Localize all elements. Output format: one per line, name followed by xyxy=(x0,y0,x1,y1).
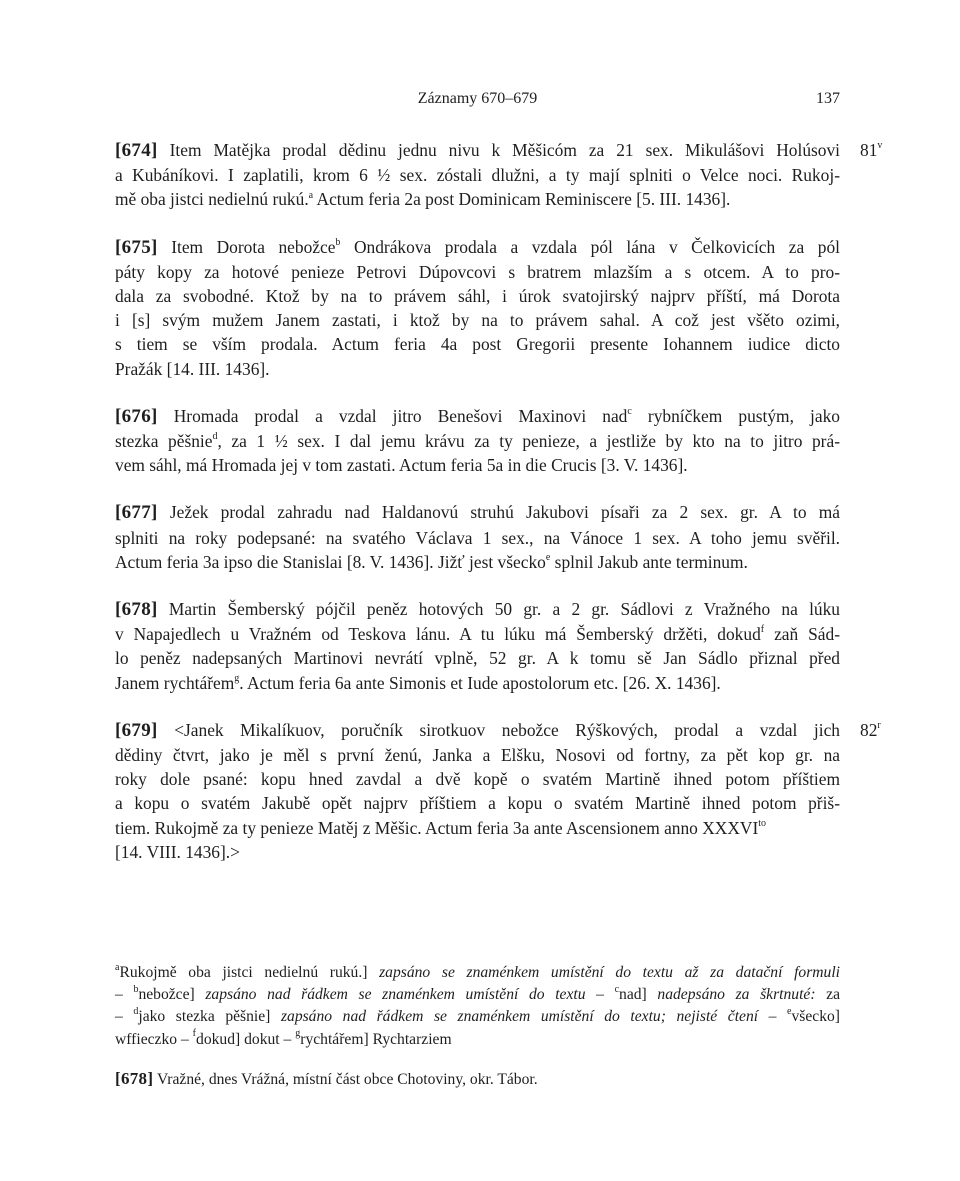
note-mark: c xyxy=(627,406,632,418)
note-text: Vražné, dnes Vrážná, místní část obce Chotoviny, okr. Tábor. xyxy=(156,1071,538,1088)
entry-line: lo peněz nadepsaných Martinovi nevrátí vplně, 52 gr. A k tomu sě Jan Sádlo přiznal před xyxy=(115,648,840,669)
historical-note xyxy=(115,1068,840,1091)
entry-number: [676] xyxy=(115,405,158,427)
note-line: – $^d$jako stezka pěšnie] zapsáno nad řádkem se znaménkem umístění do textu; nejisté čtení – $^e$všecko] xyxy=(115,1006,840,1026)
entry-line: [677] Ježek prodal zahradu nad Haldanovú struhú Jakubovi písaři za 2 sex. gr. A to má xyxy=(115,502,840,524)
entry-line: [675] Item Dorota nebožce$^b$ Ondrákova prodala a vzdala pól lána v Čelkovicích za pól xyxy=(115,236,840,258)
note-line: $^a$Rukojmě oba jistci nedielnú rukú.] zapsáno se znaménkem umístění do textu až za datační formuli xyxy=(115,961,840,981)
entry-line: a kopu o svatém Jakubě opět najprv příštiem a kopu o svatém Martině ihned potom přiš- xyxy=(115,793,840,814)
entry-line: vem sáhl, má Hromada jej v tom zastati. Actum feria 5a in die Crucis [3. V. 1436]. xyxy=(115,455,688,476)
entry-number: [679] xyxy=(115,719,158,741)
entry-line: dědiny čtvrt, jako je měl s první ženú, Janka a Elšku, Nosovi od fortny, za pět kop gr. na xyxy=(115,745,840,766)
note-mark: e xyxy=(545,552,551,564)
entry-line: v Napajedlech u Vražném od Teskova lánu. A tu lúku má Šemberský držěti, dokud$^f$ zaň Sád- xyxy=(115,624,840,645)
entry-line: dala za svobodné. Ktož by na to právem sáhl, i úrok svatojirský najprv příští, má Dorota xyxy=(115,286,840,307)
entry-line: [14. VIII. 1436].> xyxy=(115,841,240,862)
entry-number: [675] xyxy=(115,236,158,258)
note-mark: f xyxy=(760,624,765,636)
entry-line: [678] Martin Šemberský pójčil peněz hotových 50 gr. a 2 gr. Sádlovi z Vražného na lúku xyxy=(115,599,840,621)
entry-675 xyxy=(115,235,840,381)
entry-line: [674] Item Matějka prodal dědinu jednu nivu k Měšicóm za 21 sex. Mikulášovi Holúsovi xyxy=(115,140,840,161)
entry-line: roky dole psané: kopu hned zavdal a dvě kopě o svatém Martině ihned potom příštiem xyxy=(115,769,840,790)
page-header xyxy=(115,90,840,114)
note-entry-number: [678] xyxy=(115,1069,154,1088)
entry-678 xyxy=(115,597,840,695)
entry-line: s tiem se vším prodala. Actum feria 4a post Gregorii presente Iohannem iudice dicto xyxy=(115,334,840,355)
folio-marker: 82$^r$ xyxy=(860,719,881,740)
entry-line: Pražák [14. III. 1436]. xyxy=(115,358,270,379)
note-mark: a xyxy=(308,189,314,201)
running-title: Záznamy 670–679 xyxy=(417,90,538,107)
note-mark: b xyxy=(335,236,341,248)
entry-line: Janem rychtářem$^g$. Actum feria 6a ante Simonis et Iude apostolorum etc. [26. X. 1436]. xyxy=(115,672,721,693)
note-line: wffieczko – $^f$dokud] dokut – $^g$rychtářem] Rychtarziem xyxy=(115,1028,452,1048)
entry-679 xyxy=(115,718,881,864)
note-mark: to xyxy=(758,817,767,829)
entry-674 xyxy=(115,138,883,212)
entry-line: páty kopy za hotové penieze Petrovi Dúpovcovi s bratrem mlazším a s otcem. A to pro- xyxy=(115,261,840,282)
entry-line: stezka pěšnie$^d$, za 1 ½ sex. I dal jemu krávu za ty penieze, a jestliže by kto na to jitro prá- xyxy=(115,431,840,452)
critical-apparatus xyxy=(115,962,840,1051)
folio-marker: 81$^v$ xyxy=(860,140,883,160)
entry-number: [674] xyxy=(115,140,158,161)
entry-line: splniti na roky podepsané: na svatého Václava 1 sex., na Vánoce 1 sex. A toho jemu svěřil. xyxy=(115,527,840,548)
entry-677 xyxy=(115,500,840,574)
note-line: – $^b$nebožce] zapsáno nad řádkem se znaménkem umístění do textu – $^c$nad] nadepsáno za škrtnuté: za xyxy=(115,984,841,1004)
entries xyxy=(115,138,883,887)
entry-line: mě oba jistci nedielnú rukú.$^a$ Actum feria 2a post Dominicam Reminiscere [5. III. 1436]. xyxy=(115,189,731,210)
entry-line: Actum feria 3a ipso die Stanislai [8. V. 1436]. Jižť jest všecko$^e$ splnil Jakub ante terminum. xyxy=(115,551,748,572)
entry-line: [676] Hromada prodal a vzdal jitro Benešovi Maxinovi nad$^c$ rybníčkem pustým, jako xyxy=(115,405,840,427)
entry-number: [678] xyxy=(115,599,158,621)
note-mark: d xyxy=(212,431,218,443)
entry-line: tiem. Rukojmě za ty penieze Matěj z Měšic. Actum feria 3a ante Ascensionem anno $XXXVI^{to}$ xyxy=(115,817,767,838)
note-mark: g xyxy=(234,672,240,684)
entry-676 xyxy=(115,404,840,478)
entry-number: [677] xyxy=(115,502,158,524)
entry-line: [679] <Janek Mikalíkuov, poručník sirotkuov nebožce Rýškových, prodal a vzdal jich xyxy=(115,719,840,741)
entry-line: a Kubáníkovi. I zaplatili, krom 6 ½ sex. zóstali dlužni, a ty mají splniti o Velce noci. Rukoj- xyxy=(115,165,840,186)
page-number: 137 xyxy=(816,90,840,107)
entry-line: i [s] svým mužem Janem zastati, i ktož by na to právem sahal. A což jest všěto ozimi, xyxy=(115,310,840,331)
